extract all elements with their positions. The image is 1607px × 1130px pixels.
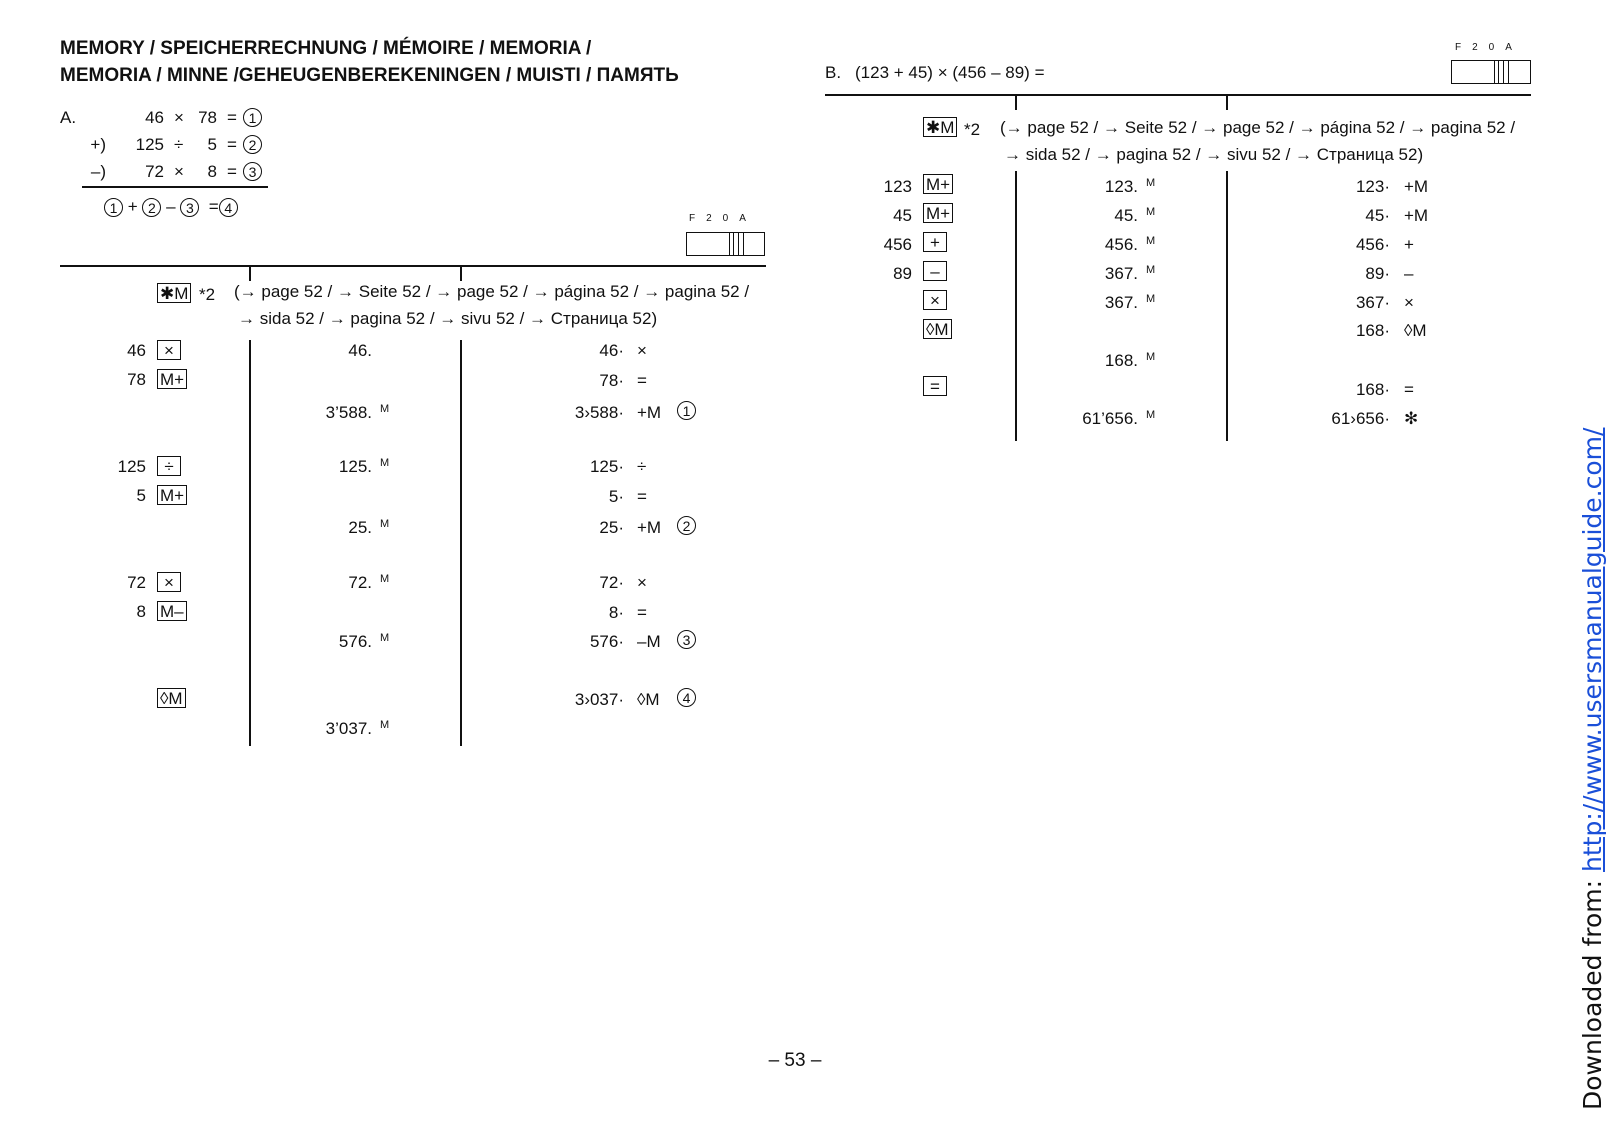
page-title-line-2: MEMORIA / MINNE /GEHEUGENBEREKENINGEN / MUISTI / ПАМЯТЬ — [60, 65, 679, 86]
print-value: 168· — [1355, 380, 1390, 399]
result-marker-2: 2 — [677, 516, 696, 535]
print-symbol: = — [1404, 380, 1414, 399]
print-value: 46· — [599, 341, 624, 360]
problem-operator: × — [174, 108, 184, 127]
print-symbol: – — [1404, 264, 1414, 283]
switch-label-b: F20A — [1455, 42, 1523, 53]
equals-key: = — [923, 376, 947, 396]
memory-indicator: M — [380, 719, 390, 731]
watermark-prefix: Downloaded from: — [1578, 871, 1607, 1110]
problem-operand-b: 8 — [207, 162, 217, 181]
print-value: 367· — [1355, 293, 1390, 312]
clear-memory-key: ✱M — [157, 283, 191, 303]
print-value: 456· — [1355, 235, 1390, 254]
table-b-divider-2 — [1226, 171, 1228, 441]
input-value: 456 — [883, 235, 912, 254]
problem-operand-b: 5 — [207, 135, 217, 154]
memory-indicator: M — [1146, 409, 1156, 421]
print-symbol: ◊M — [637, 690, 660, 709]
memory-indicator: M — [1146, 351, 1156, 363]
example-b-label: B. — [825, 63, 842, 82]
print-symbol: ✻ — [1404, 409, 1419, 428]
print-value: 5· — [608, 487, 624, 506]
print-value: 25· — [599, 518, 624, 537]
display-value: 61’656. — [1082, 409, 1138, 428]
print-value: 89· — [1365, 264, 1390, 283]
problem-operator: ÷ — [174, 135, 184, 154]
print-value: 45· — [1365, 206, 1390, 225]
memory-indicator: M — [1146, 206, 1156, 218]
memory-indicator: M — [380, 518, 390, 530]
memory-indicator: M — [380, 573, 390, 585]
print-value: 576· — [589, 632, 624, 651]
memory-plus-key: M+ — [157, 369, 187, 389]
input-value: 45 — [893, 206, 912, 225]
display-value: 3’037. — [325, 719, 372, 738]
example-b-problem: (123 + 45) × (456 – 89) = — [855, 63, 1045, 82]
table-a-divider-2 — [460, 340, 462, 746]
memory-minus-key: M– — [157, 601, 187, 621]
print-symbol: ÷ — [637, 457, 647, 476]
page-reference-line-1: (→ page 52 / → Seite 52 / → page 52 / → página 52 / → pagina 52 / — [234, 282, 750, 301]
print-symbol: +M — [637, 518, 662, 537]
print-value: 123· — [1355, 177, 1390, 196]
print-symbol: × — [637, 341, 647, 360]
clear-memory-key: ✱M — [923, 117, 957, 137]
problem-operand-a: 72 — [145, 162, 164, 181]
display-value: 3’588. — [325, 403, 372, 422]
print-symbol: + — [1404, 235, 1414, 254]
print-value: 168· — [1355, 321, 1390, 340]
print-value: 3›588· — [574, 403, 624, 422]
display-value: 576. — [338, 632, 372, 651]
print-value: 125· — [589, 457, 624, 476]
minus-key: – — [923, 261, 947, 281]
print-symbol: × — [637, 573, 647, 592]
multiply-key: × — [157, 340, 181, 360]
input-value: 46 — [127, 341, 146, 360]
problem-operand-b: 78 — [198, 108, 217, 127]
display-value: 45. — [1114, 206, 1138, 225]
print-symbol: –M — [637, 632, 661, 651]
divide-key: ÷ — [157, 456, 181, 476]
result-marker-1: 1 — [243, 108, 262, 127]
input-value: 8 — [136, 602, 146, 621]
display-value: 123. — [1104, 177, 1138, 196]
print-symbol: = — [637, 603, 647, 622]
memory-indicator: M — [1146, 293, 1156, 305]
memory-plus-key: M+ — [923, 203, 953, 223]
input-value: 72 — [127, 573, 146, 592]
result-marker-3: 3 — [677, 630, 696, 649]
multiply-key: × — [157, 572, 181, 592]
memory-plus-key: M+ — [157, 485, 187, 505]
decimal-switch-a — [686, 232, 765, 256]
input-value: 125 — [117, 457, 146, 476]
problem-operand-a: 125 — [135, 135, 164, 154]
display-value: 168. — [1104, 351, 1138, 370]
result-marker-2: 2 — [243, 135, 262, 154]
print-symbol: = — [637, 487, 647, 506]
memory-indicator: M — [1146, 264, 1156, 276]
input-value: 5 — [136, 486, 146, 505]
table-a-top-rule — [60, 265, 766, 267]
page-reference-line-1: (→ page 52 / → Seite 52 / → page 52 / → página 52 / → pagina 52 / — [1000, 118, 1516, 137]
print-symbol: +M — [1404, 206, 1429, 225]
download-watermark — [1578, 428, 1607, 1110]
print-symbol: +M — [1404, 177, 1429, 196]
print-symbol: = — [637, 371, 647, 390]
memory-recall-clear-key: ◊M — [157, 688, 186, 708]
memory-plus-key: M+ — [923, 174, 953, 194]
table-b-top-rule — [825, 94, 1531, 96]
print-symbol: +M — [637, 403, 662, 422]
page-reference-line-2: → sida 52 / → pagina 52 / → sivu 52 / → Страница 52) — [238, 309, 658, 328]
memory-indicator: M — [380, 457, 390, 469]
display-value: 46. — [348, 341, 372, 360]
plus-key: + — [923, 232, 947, 252]
memory-indicator: M — [380, 632, 390, 644]
decimal-switch-b — [1451, 60, 1531, 84]
page-reference-line-2: → sida 52 / → pagina 52 / → sivu 52 / → Страница 52) — [1004, 145, 1424, 164]
memory-indicator: M — [1146, 235, 1156, 247]
print-value: 78· — [599, 371, 624, 390]
total-line: 1 + 2 – 3 = 4 — [104, 197, 238, 217]
display-value: 25. — [348, 518, 372, 537]
table-b-divider-1 — [1015, 171, 1017, 441]
page-title-line-1: MEMORY / SPEICHERRECHNUNG / MÉMOIRE / MEMORIA / — [60, 38, 592, 59]
problem-operator: × — [174, 162, 184, 181]
display-value: 367. — [1104, 293, 1138, 312]
input-value: 78 — [127, 370, 146, 389]
print-symbol: ◊M — [1404, 321, 1427, 340]
print-value: 61›656· — [1331, 409, 1390, 428]
input-value: 123 — [883, 177, 912, 196]
display-value: 367. — [1104, 264, 1138, 283]
print-value: 72· — [599, 573, 624, 592]
print-value: 8· — [608, 603, 624, 622]
memory-indicator: M — [1146, 177, 1156, 189]
print-symbol: × — [1404, 293, 1414, 312]
display-value: 125. — [338, 457, 372, 476]
problem-prefix: +) — [90, 135, 106, 154]
result-marker-1: 1 — [677, 401, 696, 420]
table-a-divider-1 — [249, 340, 251, 746]
memory-indicator: M — [380, 403, 390, 415]
problem-operand-a: 46 — [145, 108, 164, 127]
sum-rule — [82, 186, 268, 188]
memory-recall-clear-key: ◊M — [923, 319, 952, 339]
print-value: 3›037· — [574, 690, 624, 709]
switch-label-a: F20A — [689, 213, 757, 224]
watermark-link[interactable]: http://www.usersmanualguide.com/ — [1578, 427, 1607, 872]
display-value: 456. — [1104, 235, 1138, 254]
footnote-ref: *2 — [199, 285, 216, 304]
footnote-ref: *2 — [964, 120, 981, 139]
result-marker-3: 3 — [243, 162, 262, 181]
problem-prefix: –) — [90, 162, 106, 181]
input-value: 89 — [893, 264, 912, 283]
multiply-key: × — [923, 290, 947, 310]
result-marker-4: 4 — [677, 688, 696, 707]
example-a-label: A. — [60, 108, 77, 127]
display-value: 72. — [348, 573, 372, 592]
page-number: – 53 – — [768, 1050, 822, 1071]
